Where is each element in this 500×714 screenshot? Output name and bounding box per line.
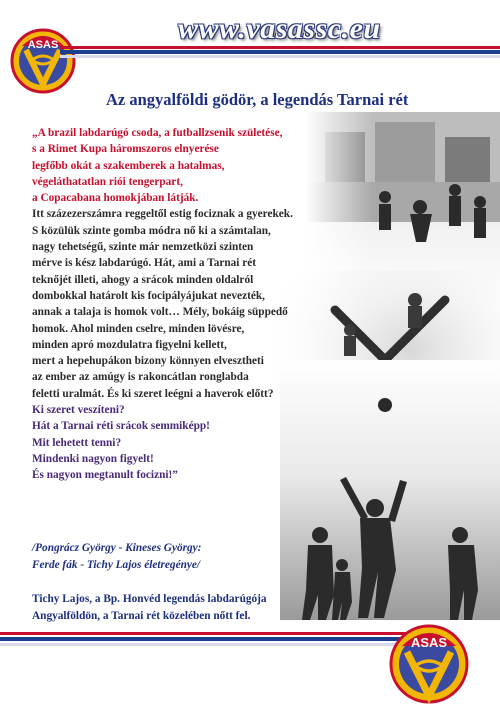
- caption-note: [32, 591, 267, 625]
- quote-line: Hát a Tarnai réti srácok semmiképp!: [32, 420, 210, 433]
- source-line: Ferde fák - Tichy Lajos életregénye/: [32, 559, 201, 571]
- quote-line: Mindenki nagyon figyelt!: [32, 452, 154, 465]
- quote-line: az ember az amúgy is rakoncátlan ronglabda: [32, 371, 249, 384]
- source-line: /Pongrácz György - Kineses György:: [32, 542, 202, 554]
- quote-line: dombokkal határolt kis focipályájukat nevezték,: [32, 289, 265, 302]
- quote-line: „A brazil labdarúgó csoda, a futballzsenik születése,: [32, 127, 283, 139]
- quote-line: s a Rimet Kupa háromszoros elnyerése: [32, 143, 219, 156]
- footer-stripe-red: [0, 632, 420, 635]
- logo-letters: ASAS: [27, 39, 59, 51]
- vasas-logo: [388, 612, 470, 706]
- quote-line: homok. Ahol minden cselre, minden lövésre,: [32, 322, 245, 335]
- header-stripe-red: [60, 46, 500, 49]
- quote-line: nagy tehetségű, szinte már nemzetközi szinten: [32, 241, 254, 254]
- logo-letters: ASAS: [410, 635, 448, 650]
- note-line: Tichy Lajos, a Bp. Honvéd legendás labdarúgója: [32, 593, 267, 605]
- quote-line: mert a hepehupákon bizony könnyen elveszthetі: [32, 355, 264, 368]
- quote-line: minden apró mozdulatra figyelni kellett,: [32, 338, 227, 351]
- header-stripe-light: [60, 55, 500, 58]
- quote-line: legfőbb okát a szakemberek a hatalmas,: [32, 159, 225, 172]
- note-line: Angyalföldön, a Tarnai rét közelében nőtt fel.: [32, 610, 251, 622]
- quote-line: mérve is kész labdarúgó. Hát, ami a Tarnai rét: [32, 257, 257, 270]
- quote-line: Itt százezerszámra reggeltől estig fociznak a gyerekek.: [32, 208, 293, 221]
- website-url[interactable]: www.vasassc.eu: [178, 12, 381, 45]
- footer-stripe-blue: [0, 637, 420, 641]
- quote-line: végeláthatatlan riói tengerpart,: [32, 175, 183, 188]
- quote-line: annak a talaja is homok volt… Mély, bokáig süppedő: [32, 306, 288, 319]
- quote-source: [32, 540, 201, 574]
- article-title: Az angyalföldi gödör, a legendás Tarnai rét: [106, 90, 409, 109]
- quote-line: teknőjét illeti, ahogy a srácok minden oldalról: [32, 273, 254, 286]
- quote-block: [32, 125, 332, 484]
- header-stripe-blue: [60, 50, 500, 54]
- quote-line: És nagyon megtanult focizni!”: [32, 469, 178, 482]
- quote-line: S közülük szinte gomba módra nő ki a számtalan,: [32, 224, 271, 237]
- quote-line: Ki szeret veszíteni?: [32, 404, 125, 417]
- quote-line: feletti uralmát. És ki szeret leégni a haverok előtt?: [32, 387, 274, 400]
- quote-line: Mit lehetett tenni?: [32, 436, 122, 449]
- footer-stripe-light: [0, 643, 420, 646]
- quote-line: a Copacabana homokjában látják.: [32, 192, 199, 205]
